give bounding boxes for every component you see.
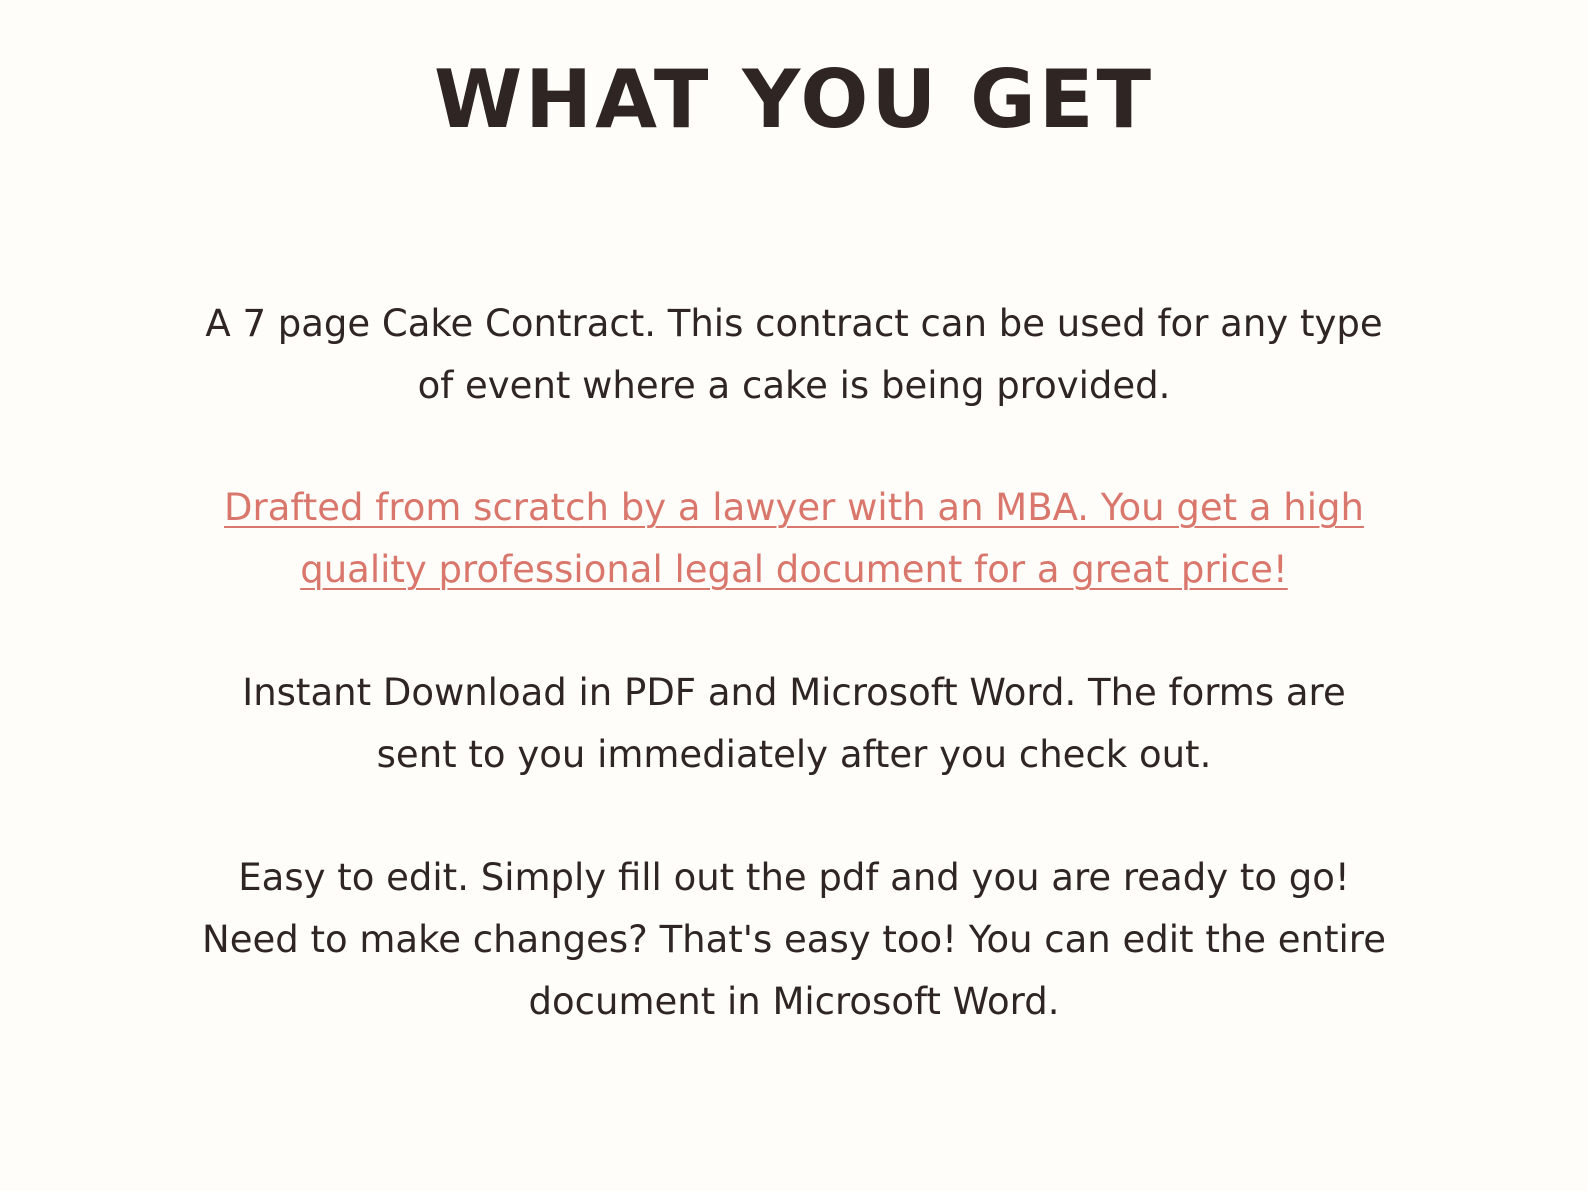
easy-edit-line-3: document in Microsoft Word.	[528, 980, 1060, 1023]
contract-description-line-2: of event where a cake is being provided.	[417, 364, 1171, 407]
contract-description-line-1: A 7 page Cake Contract. This contract can be used for any type	[205, 302, 1383, 345]
easy-edit-line-2: Need to make changes? That's easy too! You can edit the entire	[202, 918, 1386, 961]
instant-download-line-2: sent to you immediately after you check out.	[376, 733, 1212, 776]
instant-download-paragraph	[100, 662, 1488, 786]
lawyer-drafted-link[interactable]	[100, 477, 1488, 601]
lawyer-drafted-link-line-1[interactable]: Drafted from scratch by a lawyer with an MBA. You get a high	[224, 486, 1364, 529]
easy-edit-paragraph	[100, 847, 1488, 1033]
page-title: WHAT YOU GET	[433, 53, 1155, 146]
lawyer-drafted-link-line-2[interactable]: quality professional legal document for a great price!	[300, 548, 1288, 591]
contract-description-paragraph	[100, 293, 1488, 417]
instant-download-line-1: Instant Download in PDF and Microsoft Word. The forms are	[242, 671, 1346, 714]
easy-edit-line-1: Easy to edit. Simply fill out the pdf and you are ready to go!	[238, 856, 1350, 899]
